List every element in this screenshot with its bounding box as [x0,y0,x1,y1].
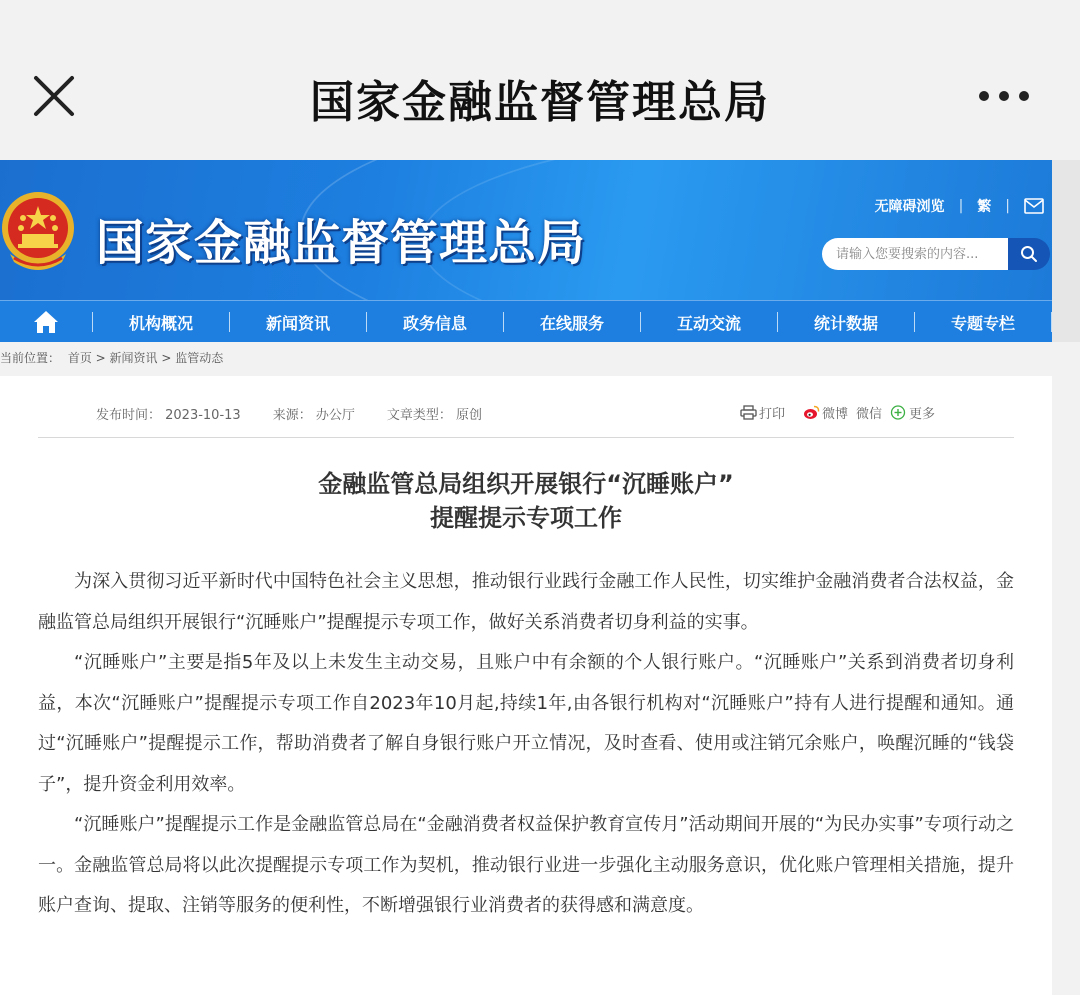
app-title: 国家金融监督管理总局 [310,77,770,128]
article [0,376,1052,995]
article-meta [96,404,514,423]
more-label: 更多 [909,407,936,422]
more-share-button[interactable] [890,403,935,422]
divider: | [958,198,964,214]
more-button[interactable] [976,82,1036,110]
mail-icon [1024,198,1044,214]
national-emblem[interactable] [0,188,78,272]
nav-item-news[interactable]: 新闻资讯 [265,313,330,333]
article-body [38,562,1014,927]
print-button[interactable] [740,403,785,422]
utility-links [875,196,1044,216]
mail-link[interactable] [1024,198,1044,214]
nav-item-special-topics[interactable]: 专题专栏 [950,313,1015,333]
breadcrumb-label: 当前位置： [0,351,61,365]
weibo-icon [803,405,820,420]
nav-item-online-service[interactable]: 在线服务 [539,313,604,333]
plus-circle-icon [890,405,907,420]
nav-item-interaction[interactable]: 互动交流 [676,313,741,333]
print-icon [740,405,757,420]
national-emblem-icon [0,188,78,272]
paragraph: “沉睡账户”主要是指5年及以上未发生主动交易，且账户中有余额的个人银行账户。“沉睡账户”关系到消费者切身利益，本次“沉睡账户”提醒提示专项工作自2023年10月起,持续1年,由各银行机构对“沉睡账户”持有人进行提醒和通知。通过“沉睡账户”提醒提示工作，帮助消费者了解自身银行账户开立情况，及时查看、使用或注销冗余账户，唤醒沉睡的“钱袋子”，提升资金利用效率。 [38,652,1014,795]
search-button[interactable] [1008,238,1050,270]
paragraph: 为深入贯彻习近平新时代中国特色社会主义思想，推动银行业践行金融工作人民性，切实维护金融消费者合法权益，金融监管总局组织开展银行“沉睡账户”提醒提示专项工作，做好关系消费者切身利益的实事。 [38,571,1014,633]
divider: | [1005,198,1010,214]
home-icon [33,310,59,334]
site-header [0,160,1052,300]
breadcrumb-path[interactable]: 首页 > 新闻资讯 > 监管动态 [67,351,224,365]
article-title-line2: 提醒提示专项工作 [430,504,622,532]
more-icon [976,82,1036,110]
weibo-label: 微博 [822,407,849,422]
search-box [822,238,1050,270]
wechat-button[interactable] [856,403,882,422]
nav-item-statistics[interactable]: 统计数据 [813,313,878,333]
nav-item-institution[interactable]: 机构概况 [128,313,193,333]
main-nav [0,300,1052,343]
weibo-button[interactable] [803,403,848,422]
print-label: 打印 [759,407,786,422]
article-source: 来源： 办公厅 [272,408,355,423]
divider [38,437,1014,438]
app-bar [0,0,1080,160]
breadcrumb [0,342,1052,376]
share-tools [740,403,943,422]
publish-date: 发布时间： 2023-10-13 [96,408,241,423]
traditional-chinese-link[interactable]: 繁 [977,199,992,215]
site-title: 国家金融监督管理总局 [96,215,587,271]
search-icon [1020,245,1038,263]
paragraph: “沉睡账户”提醒提示工作是金融监管总局在“金融消费者权益保护教育宣传月”活动期间开展的“为民办实事”专项行动之一。金融监管总局将以此次提醒提示专项工作为契机，推动银行业进一步强化主动服务意识，优化账户管理相关措施，提升账户查询、提取、注销等服务的便利性，不断增强银行业消费者的获得感和满意度。 [38,814,1014,916]
search-input[interactable] [822,238,1008,270]
nav-divider [1051,312,1052,332]
nav-item-government-info[interactable]: 政务信息 [402,313,467,333]
accessibility-link[interactable]: 无障碍浏览 [874,199,945,215]
page-edge [1052,160,1080,342]
nav-home[interactable] [0,310,92,334]
article-title-line1: 金融监管总局组织开展银行“沉睡账户” [318,470,734,498]
article-type: 文章类型： 原创 [386,408,482,423]
wechat-label: 微信 [856,407,883,422]
